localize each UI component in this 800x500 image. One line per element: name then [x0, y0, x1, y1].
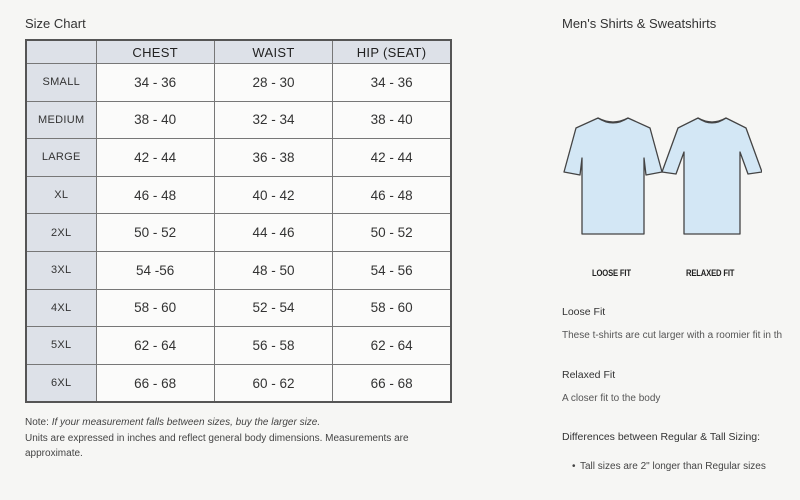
hip-cell: 46 - 48: [333, 176, 451, 214]
waist-cell: 40 - 42: [214, 176, 332, 214]
hip-cell: 66 - 68: [333, 364, 451, 402]
table-header-row: [26, 40, 451, 64]
relaxed-fit-heading: Relaxed Fit: [562, 369, 616, 381]
waist-cell: 48 - 50: [214, 251, 332, 289]
shirt-illustrations: [562, 112, 762, 242]
hip-cell: 34 - 36: [333, 64, 451, 102]
hip-cell: 62 - 64: [333, 327, 451, 365]
table-row: [26, 64, 451, 102]
chest-cell: 38 - 40: [96, 101, 214, 139]
relaxed-fit-label: RELAXED FIT: [686, 268, 735, 278]
hip-cell: 50 - 52: [333, 214, 451, 252]
loose-fit-label: LOOSE FIT: [592, 268, 631, 278]
differences-heading: Differences between Regular & Tall Sizing:: [562, 431, 761, 443]
loose-fit-shirt-icon: [564, 118, 662, 234]
waist-cell: 28 - 30: [214, 64, 332, 102]
hip-cell: 38 - 40: [333, 101, 451, 139]
column-header-hip: HIP (SEAT): [333, 40, 451, 64]
shirts-panel-header: [562, 16, 800, 31]
chest-cell: 42 - 44: [96, 139, 214, 177]
size-chart-section: [25, 16, 455, 462]
size-label: 4XL: [26, 289, 96, 327]
chest-cell: 62 - 64: [96, 327, 214, 365]
hip-cell: 58 - 60: [333, 289, 451, 327]
table-row: [26, 289, 451, 327]
loose-fit-heading: Loose Fit: [562, 306, 606, 318]
chest-cell: 34 - 36: [96, 64, 214, 102]
chest-cell: 66 - 68: [96, 364, 214, 402]
waist-cell: 44 - 46: [214, 214, 332, 252]
size-label: XL: [26, 176, 96, 214]
loose-fit-description: These t-shirts are cut larger with a roomier fit in th: [562, 330, 783, 341]
tall-sizing-bullet: • Tall sizes are 2" longer than Regular sizes: [580, 461, 766, 472]
column-header-chest: CHEST: [96, 40, 214, 64]
chest-cell: 46 - 48: [96, 176, 214, 214]
hip-cell: 42 - 44: [333, 139, 451, 177]
chest-cell: 54 -56: [96, 251, 214, 289]
waist-cell: 52 - 54: [214, 289, 332, 327]
size-label: 5XL: [26, 327, 96, 365]
waist-cell: 60 - 62: [214, 364, 332, 402]
table-row: [26, 364, 451, 402]
relaxed-fit-shirt-icon: [662, 118, 762, 234]
relaxed-fit-description: A closer fit to the body: [562, 393, 661, 404]
table-row: [26, 214, 451, 252]
size-chart-note: [25, 415, 455, 462]
size-label: SMALL: [26, 64, 96, 102]
size-label: 3XL: [26, 251, 96, 289]
chest-cell: 50 - 52: [96, 214, 214, 252]
table-row: [26, 251, 451, 289]
size-label: 2XL: [26, 214, 96, 252]
chest-cell: 58 - 60: [96, 289, 214, 327]
size-label: LARGE: [26, 139, 96, 177]
table-row: [26, 139, 451, 177]
waist-cell: 32 - 34: [214, 101, 332, 139]
size-chart-table: [25, 39, 452, 403]
table-row: [26, 176, 451, 214]
table-row: [26, 327, 451, 365]
waist-cell: 56 - 58: [214, 327, 332, 365]
table-row: [26, 101, 451, 139]
shirts-panel-title: Men's Shirts & Sweatshirts: [562, 16, 717, 31]
size-label: 6XL: [26, 364, 96, 402]
waist-cell: 36 - 38: [214, 139, 332, 177]
hip-cell: 54 - 56: [333, 251, 451, 289]
column-header-waist: WAIST: [214, 40, 332, 64]
units-text: Units are expressed in inches and reflect general body dimensions. Measurements are approximate.: [25, 432, 409, 460]
size-label: MEDIUM: [26, 101, 96, 139]
header-corner-cell: [26, 40, 96, 64]
note-text: If your measurement falls between sizes, buy the larger size.: [51, 417, 321, 429]
size-chart-title: Size Chart: [25, 16, 86, 31]
note-label: Note:: [25, 417, 49, 429]
